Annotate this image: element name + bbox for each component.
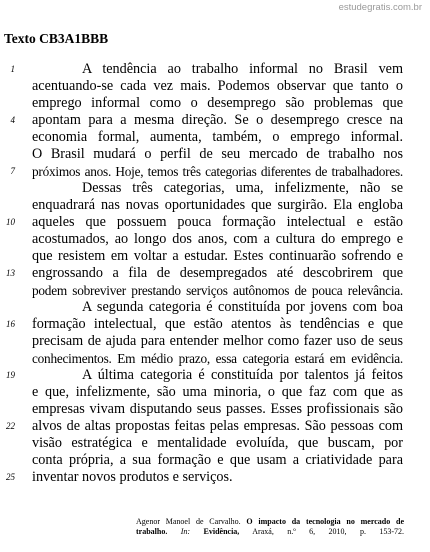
text-line: A tendência ao trabalho informal no Brasil vem [82, 61, 403, 77]
line-number: 4 [10, 115, 15, 125]
text-line: formação intelectual, que estão atentos às tendências e que [32, 316, 403, 332]
text-line: enquadrará nas novas oportunidades que surgirão. Ela engloba [32, 197, 403, 213]
text-line: apontam para a mesma direção. Se o desemprego cresce na [32, 112, 403, 128]
text-line: visão estratégica e mentalidade evoluída, que buscam, por [32, 435, 403, 451]
text-heading: Texto CB3A1BBB [4, 31, 109, 46]
text-line: A última categoria é constituída por talentos já feitos [82, 367, 403, 383]
text-line: e que, infelizmente, são uma minoria, o que faz com que as [32, 384, 403, 400]
citation-in-label: In: [180, 527, 191, 536]
text-line: que resistem em voltar a estudar. Estes continuarão sofrendo e [32, 248, 403, 264]
line-number: 7 [10, 166, 15, 176]
citation-source: Evidência, [203, 527, 240, 536]
text-line: conta própria, a sua formação e que usam a criatividade para [32, 452, 403, 468]
text-line: inventar novos produtos e serviços. [32, 469, 233, 485]
line-number: 22 [6, 421, 15, 431]
text-line: acentuando-se cada vez mais. Podemos observar que tanto o [32, 78, 403, 94]
citation-title: O impacto da tecnologia no mercado de [246, 517, 404, 526]
text-line: conhecimentos. Em médio prazo, essa categoria estará em evidência. [32, 351, 403, 366]
text-line: Dessas três categorias, uma, infelizmente, não se [82, 180, 403, 196]
citation-title-cont: trabalho. [136, 527, 168, 536]
watermark: estudegratis.com.br [338, 2, 422, 13]
line-number: 1 [10, 64, 15, 74]
citation [136, 517, 404, 537]
citation-author: Agenor Manoel de Carvalho. [136, 517, 241, 526]
text-line: emprego informal como o desemprego são problemas que [32, 95, 403, 111]
text-line: engrossando a fila de desempregados até descobrirem que [32, 265, 403, 281]
text-line: empresas vivam disputando seus passes. Esses profissionais são [32, 401, 403, 417]
text-line: O Brasil mudará o perfil de seu mercado de trabalho nos [32, 146, 403, 162]
line-number: 25 [6, 472, 15, 482]
line-number: 19 [6, 370, 15, 380]
text-line: alvos de altas propostas feitas pelas empresas. São pessoas com [32, 418, 403, 434]
line-number: 13 [6, 268, 15, 278]
text-line: economia formal, aumenta, também, o emprego informal. [32, 129, 403, 145]
text-line: acostumados, ao longo dos anos, com a cultura do emprego e [32, 231, 403, 247]
text-line: podem sobreviver prestando serviços autônomos de pouca relevância. [32, 283, 403, 298]
text-line: próximos anos. Hoje, temos três categorias diferentes de trabalhadores. [32, 164, 403, 179]
citation-details: Araxá, n.º 6, 2010, p. 153-72. [252, 527, 405, 536]
text-line: A segunda categoria é constituída por jovens com boa [82, 299, 403, 315]
line-number: 10 [6, 217, 15, 227]
text-line: aqueles que possuem pouca formação intelectual e estão [32, 214, 403, 230]
line-number: 16 [6, 319, 15, 329]
text-line: precisam de ajuda para entender melhor como fazer uso de seus [32, 333, 403, 349]
body-text [0, 61, 430, 501]
